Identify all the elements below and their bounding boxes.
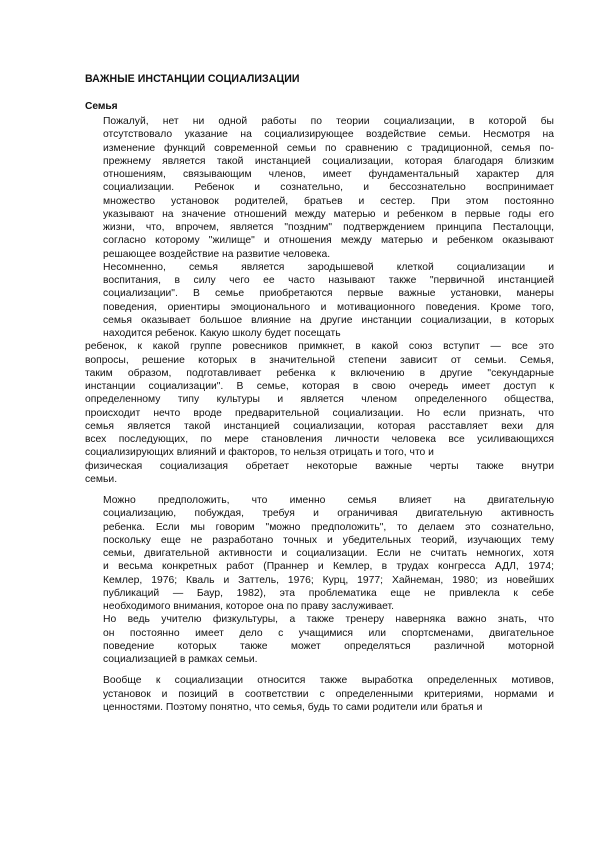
text-line: социализацией в рамках семьи.	[103, 654, 258, 665]
text-line: и весьма конкретных работ (Праннер и Кемлер, в трудах конгресса АДЛ, 1974;	[103, 561, 554, 573]
text-line: воспитания, в силу чего ее часто называют также "первичной инстанцией	[103, 275, 554, 286]
text-line: Кемлер, 1976; Кваль и Заттель, 1976; Курц, 1977; Хайнеман, 1980; из новейших	[103, 574, 554, 586]
text-line: семьи, двигательной активности и социализации. Если не считать немногих, хотя	[103, 548, 554, 559]
document-body	[85, 72, 554, 714]
text-line: определенному типу культуры и является членом определенного общества,	[85, 394, 554, 406]
text-line: изменение функций современной семьи по сравнению с традиционной, семья по-	[103, 142, 554, 154]
text-line: решающее воздействие на развитие человека.	[103, 248, 331, 260]
text-line: прежнему является такой инстанцией социализации, которая благодаря близким	[103, 155, 554, 167]
paragraph	[85, 494, 554, 613]
paragraph	[85, 115, 554, 261]
paragraph	[85, 613, 554, 666]
text-line: семьи.	[85, 473, 118, 485]
text-line: множество установок родителей, братьев и сестер. При этом постоянно	[103, 195, 554, 207]
text-line: он постоянно имеет дело с учащимися или спортсменами, двигательное	[103, 627, 554, 639]
text-line: установок и позиций в соответствии с определенными критериями, нормами и	[103, 688, 554, 700]
text-line: происходит нечто вроде предварительной социализации. Но если признать, что	[85, 407, 554, 419]
text-line: социализацию, побуждая, требуя и ограничивая двигательную активность	[103, 508, 554, 520]
text-line: необходимого внимания, которое она по праву заслуживает.	[103, 601, 395, 612]
text-line: Пожалуй, нет ни одной работы по теории социализации, в которой бы	[103, 116, 554, 127]
text-line: ребенка. Если мы говорим "можно предположить", то делаем это сознательно,	[103, 521, 554, 533]
text-line: публикаций — Баур, 1982), эта проблематика еще не привлекла к себе	[103, 587, 554, 599]
text-line: отношениям, связывающим членов, имеет фундаментальный характер для	[103, 169, 554, 180]
section-heading: Семья	[85, 101, 118, 112]
text-line: находится ребенок. Какую школу будет посещать	[103, 328, 341, 339]
text-line: поведение которых также может определяться различной моторной	[103, 640, 554, 652]
text-line: инстанции социализации". В семье, которая в свою очередь имеет доступ к	[85, 381, 554, 392]
text-line: семья оказывает большое влияние на другие инстанции социализации, в которых	[103, 314, 554, 326]
text-line: Можно предположить, что именно семья влияет на двигательную	[103, 495, 554, 506]
paragraph	[85, 340, 554, 459]
paragraph	[85, 261, 554, 341]
text-line: поскольку еще не разработано точных и убедительных теорий, изучающих тему	[103, 534, 554, 546]
text-line: Вообще к социализации относится также выработка определенных мотивов,	[103, 675, 554, 687]
text-line: семья является такой инстанцией социализации, которая расставляет вехи для	[85, 420, 554, 432]
text-line: ценностями. Поэтому понятно, что семья, будь то сами родители или братья и	[103, 701, 483, 713]
text-line: всех последующих, по мере становления личности человека все усиливающихся	[85, 434, 554, 445]
text-line: социализирующих влияний и факторов, то нельзя отрицать и того, что и	[85, 447, 434, 459]
text-line: отсутствовало указание на социализирующее воздействие семьи. Несмотря на	[103, 129, 554, 141]
paragraphs	[85, 115, 554, 714]
text-line: поведения, ориентиры эмоционального и мотивационного поведения. Кроме того,	[103, 301, 554, 313]
text-line: Но ведь учителю физкультуры, а также тренеру наверняка важно знать, что	[103, 614, 554, 626]
text-line: согласно которому "жилище" и отношения между матерью и ребенком оказывают	[103, 235, 554, 247]
chapter-title: ВАЖНЫЕ ИНСТАНЦИИ СОЦИАЛИЗАЦИИ	[85, 73, 300, 85]
text-line: вопросы, решение которых в значительной степени зависит от семьи. Семья,	[85, 354, 554, 366]
paragraph	[85, 460, 554, 487]
text-line: социализации". В семье приобретаются первые важные установки, манеры	[103, 288, 554, 300]
text-line: указывают на значение отношений между матерью и ребенком в первые годы его	[103, 208, 554, 220]
text-line: таким образом, подготавливает ребенка к включению в другие "секундарные	[85, 367, 554, 379]
paragraph	[85, 674, 554, 714]
text-line: жизни, что, впрочем, является "поздним" подтверждением принципа Песталоцци,	[103, 222, 554, 233]
text-line: Несомненно, семья является зародышевой клеткой социализации и	[103, 261, 554, 273]
text-line: ребенок, к какой группе ровесников примкнет, в какой союз вступит — все это	[85, 341, 554, 353]
text-line: социализации. Ребенок и сознательно, и бессознательно воспринимает	[103, 182, 554, 194]
text-line: физическая социализация обретает некоторые важные черты также внутри	[85, 460, 554, 472]
